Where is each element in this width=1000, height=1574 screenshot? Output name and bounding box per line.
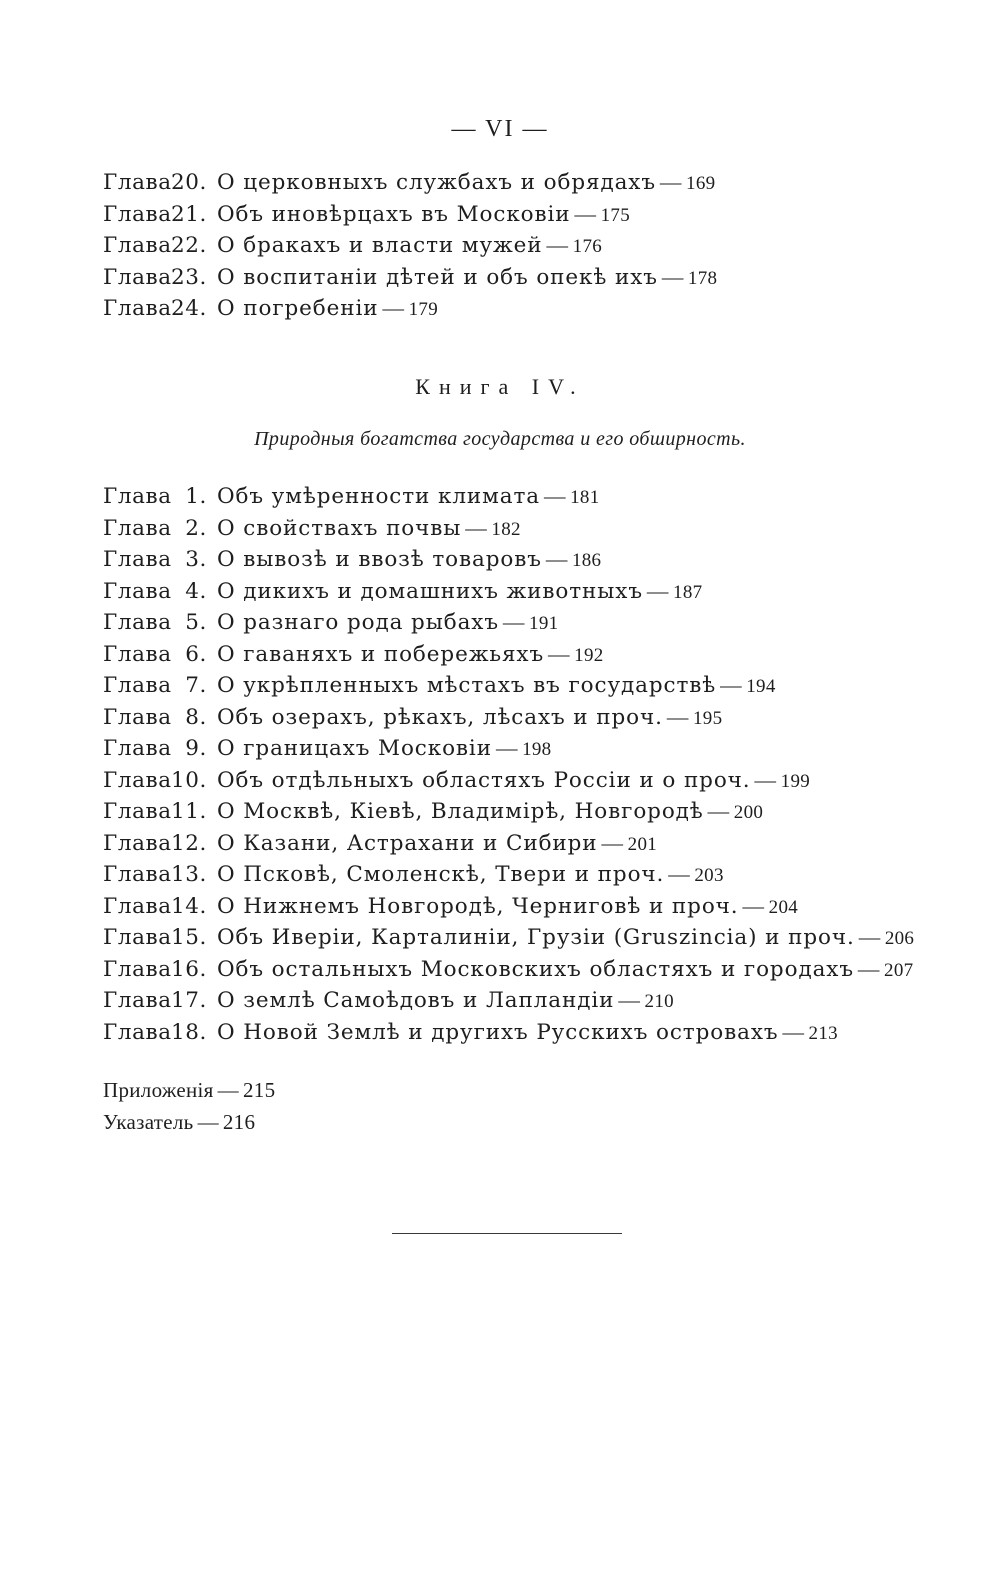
chapter-title: О гаваняхъ и побережьяхъ bbox=[217, 641, 545, 667]
leader-dash: — bbox=[661, 264, 684, 289]
chapter-number: 1. bbox=[185, 484, 207, 509]
book-heading: Книга IV. bbox=[415, 374, 585, 399]
leader-dash: — bbox=[618, 988, 641, 1012]
leader-dash: — bbox=[545, 547, 568, 571]
page-ref: 178 bbox=[687, 267, 718, 289]
chapter-word: Глава bbox=[103, 641, 172, 667]
toc-entry bbox=[103, 891, 933, 923]
page-ref: 182 bbox=[491, 518, 521, 540]
toc-entry bbox=[103, 230, 933, 262]
page-ref: 207 bbox=[884, 959, 914, 981]
leader-dash: — bbox=[720, 673, 743, 697]
leader-dash: — bbox=[857, 956, 881, 981]
leader-dash: — bbox=[546, 233, 569, 257]
chapter-word: Глава bbox=[103, 704, 172, 730]
chapter-title: О церковныхъ службахъ и обрядахъ bbox=[217, 170, 656, 195]
page-ref: 192 bbox=[574, 644, 604, 666]
leader-dash: — bbox=[707, 799, 730, 823]
book-subtitle: Природныя богатства государства и его обширность. bbox=[254, 428, 746, 450]
page-ref: 198 bbox=[522, 739, 552, 760]
chapter-word: Глава bbox=[103, 893, 172, 919]
page-ref: 215 bbox=[242, 1078, 276, 1102]
chapter-number: 9. bbox=[185, 736, 207, 761]
leader-dash: — bbox=[666, 704, 689, 729]
chapter-word: Глава bbox=[103, 830, 172, 856]
toc-entry bbox=[103, 607, 933, 639]
toc-back-matter bbox=[103, 1075, 275, 1138]
chapter-title: О границахъ Московіи bbox=[217, 736, 492, 761]
chapter-word: Глава bbox=[103, 862, 172, 887]
toc-book-4 bbox=[103, 481, 933, 1048]
page-ref: 200 bbox=[733, 802, 764, 823]
chapter-number: 6. bbox=[185, 641, 207, 667]
leader-dash: — bbox=[574, 201, 597, 226]
chapter-title: О бракахъ и власти мужей bbox=[217, 233, 543, 258]
divider-rule bbox=[392, 1233, 622, 1234]
chapter-title: О Казани, Астрахани и Сибири bbox=[217, 830, 598, 856]
chapter-title: О дикихъ и домашнихъ животныхъ bbox=[217, 578, 643, 604]
chapter-number: 21. bbox=[171, 201, 207, 227]
toc-entry bbox=[103, 639, 933, 671]
chapter-word: Глава bbox=[103, 988, 172, 1013]
chapter-word: Глава bbox=[103, 673, 172, 698]
toc-entry bbox=[103, 1075, 275, 1107]
chapter-word: Глава bbox=[103, 736, 172, 761]
page-ref: 186 bbox=[571, 550, 602, 571]
chapter-title: Объ иновѣрцахъ въ Московіи bbox=[217, 201, 571, 227]
toc-entry bbox=[103, 513, 933, 545]
page-ref: 179 bbox=[408, 299, 439, 320]
toc-entry bbox=[103, 199, 933, 231]
entry-title: Приложенія bbox=[103, 1078, 214, 1102]
toc-entry bbox=[103, 859, 933, 891]
toc-entry bbox=[103, 922, 933, 954]
chapter-number: 7. bbox=[185, 673, 207, 698]
chapter-word: Глава bbox=[103, 767, 172, 793]
toc-entry bbox=[103, 262, 933, 294]
chapter-number: 16. bbox=[171, 956, 207, 982]
leader-dash: — bbox=[659, 170, 683, 194]
chapter-number: 20. bbox=[171, 170, 207, 195]
leader-dash: — bbox=[544, 484, 567, 508]
chapter-word: Глава bbox=[103, 578, 172, 604]
toc-entry bbox=[103, 954, 933, 986]
page-ref: 195 bbox=[692, 707, 723, 729]
toc-entry bbox=[103, 796, 933, 828]
chapter-number: 24. bbox=[171, 296, 207, 321]
leader-dash: — bbox=[502, 610, 526, 634]
chapter-number: 13. bbox=[171, 862, 207, 887]
page-ref: 210 bbox=[644, 991, 674, 1012]
page-ref: 216 bbox=[222, 1109, 256, 1134]
chapter-number: 23. bbox=[171, 264, 207, 290]
chapter-title: О вывозѣ и ввозѣ товаровъ bbox=[217, 547, 542, 572]
chapter-word: Глава bbox=[103, 956, 172, 982]
page-ref: 181 bbox=[570, 487, 600, 508]
chapter-title: Объ умѣренности климата bbox=[217, 484, 540, 509]
chapter-title: О Нижнемъ Новгородѣ, Черниговѣ и проч. bbox=[217, 893, 739, 919]
page-ref: 204 bbox=[768, 896, 799, 918]
chapter-word: Глава bbox=[103, 264, 172, 290]
chapter-title: Объ отдѣльныхъ областяхъ Россіи и о проч. bbox=[217, 767, 751, 793]
page-ref: 187 bbox=[673, 581, 703, 603]
chapter-word: Глава bbox=[103, 547, 172, 572]
leader-dash: — bbox=[782, 1019, 805, 1044]
toc-entry bbox=[103, 293, 933, 325]
chapter-title: О воспитаніи дѣтей и объ опекѣ ихъ bbox=[217, 264, 658, 290]
chapter-title: Объ остальныхъ Московскихъ областяхъ и городахъ bbox=[217, 956, 854, 982]
leader-dash: — bbox=[754, 767, 777, 792]
page-number: — VI — bbox=[451, 116, 549, 142]
chapter-word: Глава bbox=[103, 170, 172, 195]
chapter-title: О Москвѣ, Кіевѣ, Владимірѣ, Новгородѣ bbox=[217, 799, 704, 824]
chapter-number: 2. bbox=[185, 515, 207, 541]
chapter-word: Глава bbox=[103, 799, 172, 824]
page-ref: 191 bbox=[529, 613, 559, 634]
leader-dash: — bbox=[646, 578, 670, 603]
leader-dash: — bbox=[548, 641, 571, 666]
chapter-title: О свойствахъ почвы bbox=[217, 515, 462, 541]
page-ref: 213 bbox=[808, 1022, 838, 1044]
chapter-number: 18. bbox=[171, 1019, 207, 1045]
page-ref: 201 bbox=[627, 833, 658, 855]
toc-entry bbox=[103, 1107, 275, 1139]
page-ref: 199 bbox=[780, 770, 811, 792]
toc-entry bbox=[103, 576, 933, 608]
chapter-word: Глава bbox=[103, 484, 172, 509]
leader-dash: — bbox=[197, 1109, 219, 1134]
page-ref: 169 bbox=[686, 173, 716, 194]
page-ref: 194 bbox=[746, 676, 776, 697]
chapter-number: 15. bbox=[171, 925, 207, 950]
chapter-number: 3. bbox=[185, 547, 207, 572]
leader-dash: — bbox=[382, 296, 405, 320]
chapter-number: 14. bbox=[171, 893, 207, 919]
chapter-number: 8. bbox=[185, 704, 207, 730]
leader-dash: — bbox=[858, 925, 881, 949]
entry-title: Указатель bbox=[103, 1109, 194, 1134]
toc-entry bbox=[103, 765, 933, 797]
chapter-number: 4. bbox=[185, 578, 207, 604]
chapter-title: О Псковѣ, Смоленскѣ, Твери и проч. bbox=[217, 862, 665, 887]
leader-dash: — bbox=[742, 893, 765, 918]
leader-dash: — bbox=[668, 862, 691, 886]
leader-dash: — bbox=[465, 515, 488, 540]
chapter-word: Глава bbox=[103, 515, 172, 541]
chapter-title: О разнаго рода рыбахъ bbox=[217, 610, 499, 635]
chapter-word: Глава bbox=[103, 201, 172, 227]
leader-dash: — bbox=[495, 736, 519, 760]
chapter-number: 17. bbox=[171, 988, 207, 1013]
chapter-word: Глава bbox=[103, 296, 172, 321]
chapter-number: 10. bbox=[171, 767, 207, 793]
chapter-title: Объ озерахъ, рѣкахъ, лѣсахъ и проч. bbox=[217, 704, 663, 730]
chapter-word: Глава bbox=[103, 1019, 172, 1045]
page-ref: 206 bbox=[884, 928, 915, 949]
toc-entry bbox=[103, 167, 933, 199]
leader-dash: — bbox=[217, 1078, 239, 1102]
chapter-word: Глава bbox=[103, 233, 172, 258]
toc-entry bbox=[103, 670, 933, 702]
toc-entry bbox=[103, 733, 933, 765]
chapter-number: 11. bbox=[171, 799, 207, 824]
page-ref: 175 bbox=[600, 204, 631, 226]
leader-dash: — bbox=[601, 830, 624, 855]
chapter-number: 22. bbox=[171, 233, 207, 258]
toc-entry bbox=[103, 1017, 933, 1049]
chapter-number: 5. bbox=[185, 610, 207, 635]
chapter-word: Глава bbox=[103, 925, 172, 950]
page-ref: 176 bbox=[572, 236, 603, 257]
chapter-title: О землѣ Самоѣдовъ и Лапландіи bbox=[217, 988, 615, 1013]
chapter-title: Объ Иверіи, Карталиніи, Грузіи (Gruszincia) и проч. bbox=[217, 925, 855, 950]
chapter-title: О погребеніи bbox=[217, 296, 379, 321]
toc-book-3-tail bbox=[103, 167, 933, 325]
page-ref: 203 bbox=[694, 865, 724, 886]
chapter-title: О укрѣпленныхъ мѣстахъ въ государствѣ bbox=[217, 673, 717, 698]
chapter-title: О Новой Землѣ и другихъ Русскихъ островахъ bbox=[217, 1019, 779, 1045]
toc-entry bbox=[103, 544, 933, 576]
toc-entry bbox=[103, 985, 933, 1017]
toc-entry bbox=[103, 702, 933, 734]
chapter-number: 12. bbox=[171, 830, 207, 856]
toc-entry bbox=[103, 828, 933, 860]
toc-entry bbox=[103, 481, 933, 513]
chapter-word: Глава bbox=[103, 610, 172, 635]
